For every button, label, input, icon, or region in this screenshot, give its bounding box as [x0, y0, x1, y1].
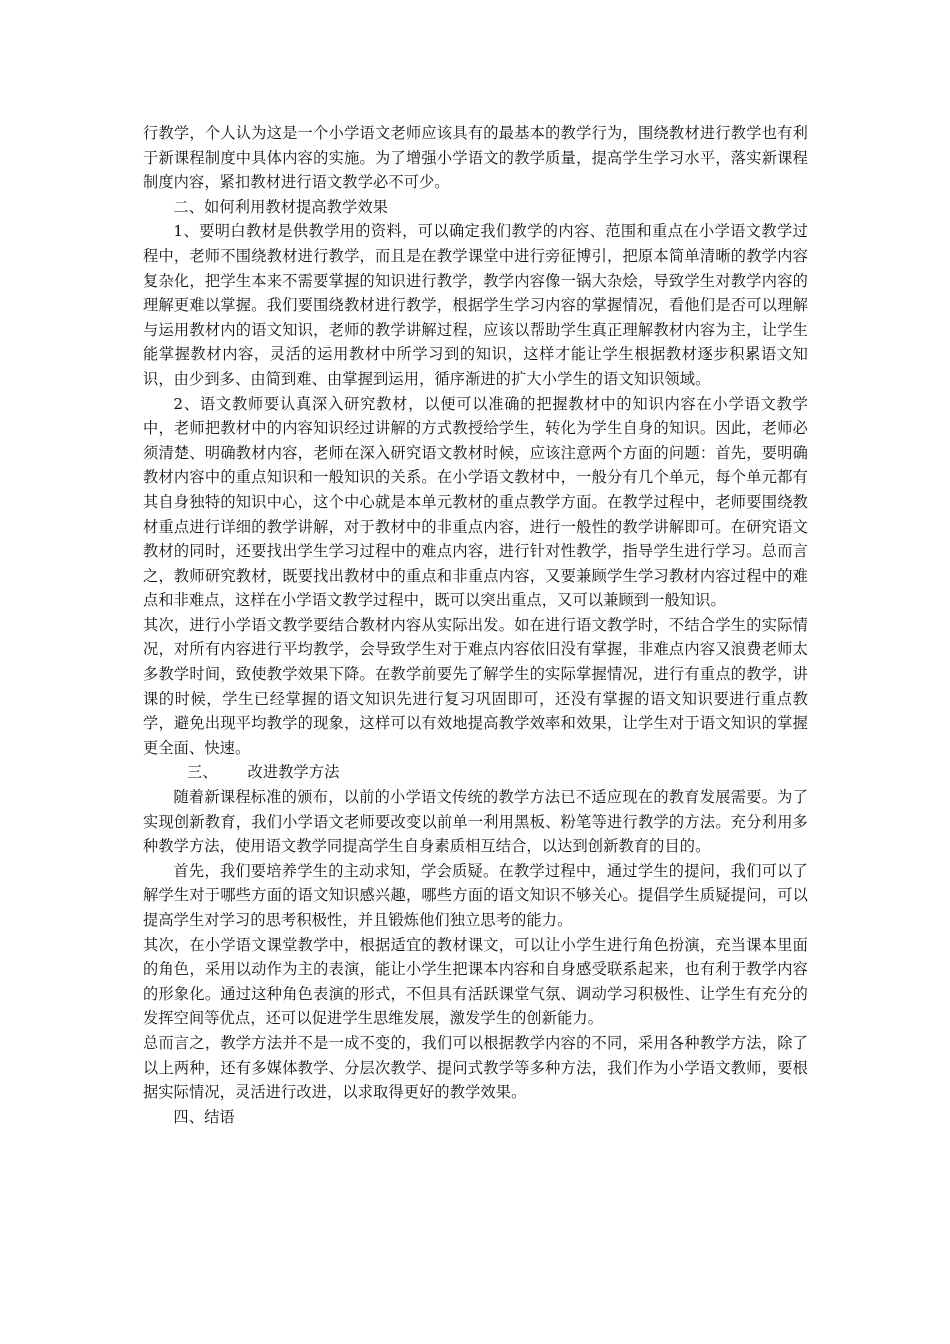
paragraph-summary: 总而言之，教学方法并不是一成不变的，我们可以根据教学内容的不同，采用各种教学方法，除了以上两种，还有多媒体教学、分层次教学、提问式教学等多种方法，我们作为小学语文教师，要根据实际情况，灵活进行改进，以求取得更好的教学效果。: [143, 1033, 808, 1102]
paragraph-first-method: 首先，我们要培养学生的主动求知，学会质疑。在教学过程中，通过学生的提问，我们可以了解学生对于哪些方面的语文知识感兴趣，哪些方面的语文知识不够关心。提倡学生质疑提问，可以提高学生对学习的思考积极性，并且锻炼他们独立思考的能力。: [143, 861, 808, 929]
section-heading-2: 二、如何利用教材提高教学效果: [173, 197, 389, 216]
section-heading-3: 三、 改进教学方法: [187, 763, 340, 782]
document-page: [143, 121, 808, 1129]
paragraph-new-curriculum: 随着新课程标准的颁布，以前的小学语文传统的教学方法已不适应现在的教育发展需要。为了实现创新教育，我们小学语文老师要改变以前单一利用黑板、粉笔等进行教学的方法。充分利用多种教学方法，使用语文教学同提高学生自身素质相互结合，以达到创新教育的目的。: [143, 788, 808, 856]
paragraph-continuation: 行教学，个人认为这是一个小学语文老师应该具有的最基本的教学行为，围绕教材进行教学也有利于新课程制度中具体内容的实施。为了增强小学语文的教学质量，提高学生学习水平，落实新课程制度内容，紧扣教材进行语文教学必不可少。: [143, 124, 808, 192]
paragraph-secondly: 其次，进行小学语文教学要结合教材内容从实际出发。如在进行语文教学时，不结合学生的实际情况，对所有内容进行平均教学，会导致学生对于难点内容依旧没有掌握，非难点内容又浪费老师太多教学时间，致使教学效果下降。在教学前要先了解学生的实际掌握情况，进行有重点的教学，讲课的时候，学生已经掌握的语文知识先进行复习巩固即可，还没有掌握的语文知识要进行重点教学，避免出现平均教学的现象，这样可以有效地提高教学效率和效果，让学生对于语文知识的掌握更全面、快速。: [143, 615, 808, 757]
paragraph-point-1: 1、要明白教材是供教学用的资料，可以确定我们教学的内容、范围和重点在小学语文教学过程中，老师不围绕教材进行教学，而且是在教学课堂中进行旁征博引，把原本简单清晰的教学内容复杂化，把学生本来不需要掌握的知识进行教学，教学内容像一锅大杂烩，导致学生对教学内容的理解更难以掌握。我们要围绕教材进行教学，根据学生学习内容的掌握情况，看他们是否可以理解与运用教材内的语文知识，老师的教学讲解过程，应该以帮助学生真正理解教材内容为主，让学生能掌握教材内容，灵活的运用教材中所学习到的知识，这样才能让学生根据教材逐步积累语文知识，由少到多、由简到难、由掌握到运用，循序渐进的扩大小学生的语文知识领域。: [143, 222, 808, 388]
section-heading-4: 四、结语: [173, 1107, 235, 1126]
paragraph-point-2: 2、语文教师要认真深入研究教材，以便可以准确的把握教材中的知识内容在小学语文教学中，老师把教材中的内容知识经过讲解的方式教授给学生，转化为学生自身的知识。因此，老师必须清楚、明确教材内容，老师在深入研究语文教材时候，应该注意两个方面的问题：首先，要明确教材内容中的重点知识和一般知识的关系。在小学语文教材中，一般分有几个单元，每个单元都有其自身独特的知识中心，这个中心就是本单元教材的重点教学方面。在教学过程中，老师要围绕教材重点进行详细的教学讲解，对于教材中的非重点内容，进行一般性的教学讲解即可。在研究语文教材的同时，还要找出学生学习过程中的难点内容，进行针对性教学，指导学生进行学习。总而言之，教师研究教材，既要找出教材中的重点和非重点内容，又要兼顾学生学习教材内容过程中的难点和非难点，这样在小学语文教学过程中，既可以突出重点，又可以兼顾到一般知识。: [143, 394, 808, 610]
paragraph-second-method: 其次，在小学语文课堂教学中，根据适宜的教材课文，可以让小学生进行角色扮演，充当课本里面的角色，采用以动作为主的表演，能让小学生把课本内容和自身感受联系起来，也有利于教学内容的形象化。通过这种角色表演的形式，不但具有活跃课堂气氛、调动学习积极性、让学生有充分的发挥空间等优点，还可以促进学生思维发展，激发学生的创新能力。: [143, 935, 808, 1028]
